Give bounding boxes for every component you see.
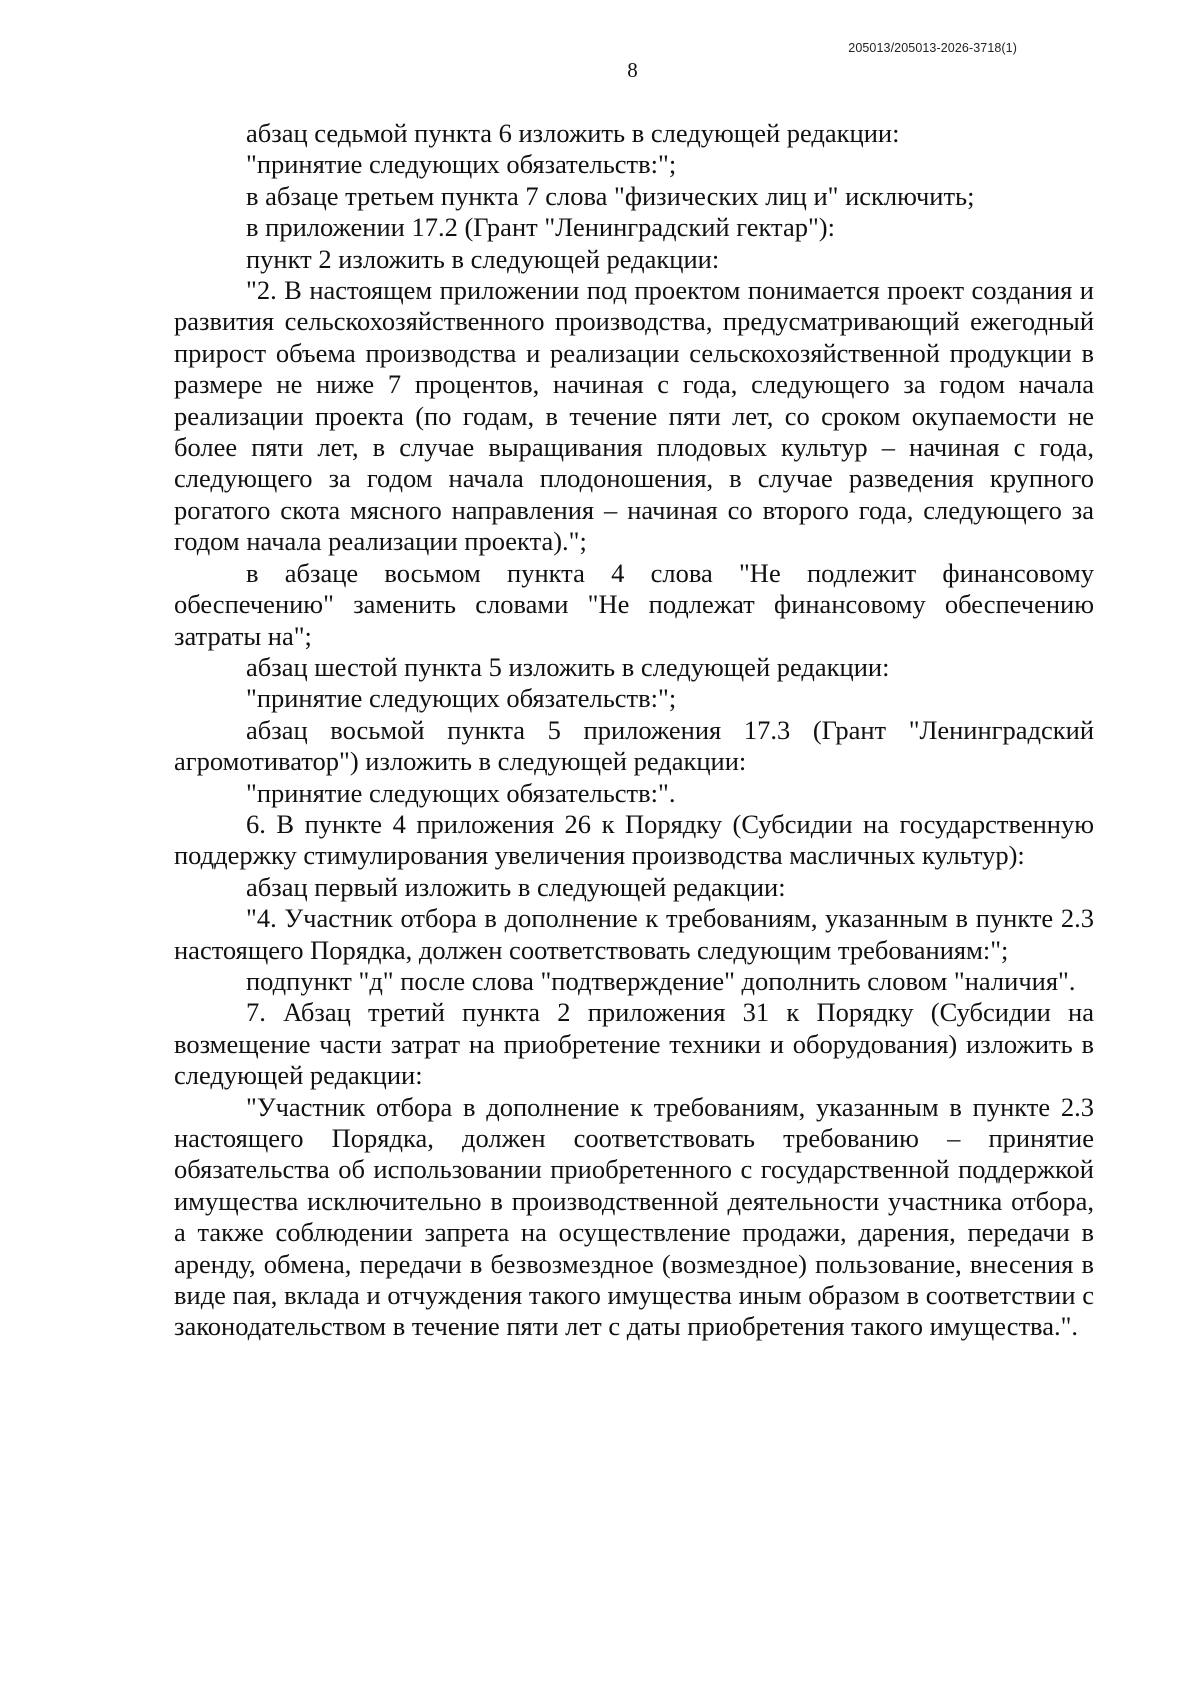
paragraph: "принятие следующих обязательств:"; <box>246 149 677 180</box>
paragraph: "Участник отбора в дополнение к требованиям, указанным в пункте 2.3 настоящего Порядка, должен соответствовать требованию – принятие обязательства об использовании приобретенного с государственной поддержкой имущества исключительно в производственной деятельности участника отбора, а также соблюдении запрета на осуществление продажи, дарения, передачи в аренду, обмена, передачи в безвозмездное (возмездное) пользование, внесения в виде пая, вклада и отчуждения такого имущества иным образом в соответствии с законодательством в течение пяти лет с даты приобретения такого имущества.". <box>174 1091 1094 1342</box>
paragraph: абзац восьмой пункта 5 приложения 17.3 (Грант "Ленинградский агромотиватор") изложить в следующей редакции: <box>174 714 1094 777</box>
paragraph: в абзаце восьмом пункта 4 слова "Не подлежит финансовому обеспечению" заменить словами "Не подлежат финансовому обеспечению затраты на"; <box>174 557 1094 651</box>
paragraph: 6. В пункте 4 приложения 26 к Порядку (Субсидии на государственную поддержку стимулирования увеличения производства масличных культур): <box>174 808 1094 871</box>
document-body <box>174 118 1094 1343</box>
paragraph: "принятие следующих обязательств:". <box>246 777 676 808</box>
paragraph: "2. В настоящем приложении под проектом понимается проект создания и развития сельскохозяйственного производства, предусматривающий ежегодный прирост объема производства и реализации сельскохозяйственной продукции в размере не ниже 7 процентов, начиная с года, следующего за годом начала реализации проекта (по годам, в течение пяти лет, со сроком окупаемости не более пяти лет, в случае выращивания плодовых культур – начиная с года, следующего за годом начала плодоношения, в случае разведения крупного рогатого скота мясного направления – начиная со второго года, следующего за годом начала реализации проекта)."; <box>174 275 1094 557</box>
paragraph: в приложении 17.2 (Грант "Ленинградский гектар"): <box>246 212 835 243</box>
paragraph: 7. Абзац третий пункта 2 приложения 31 к Порядку (Субсидии на возмещение части затрат на приобретение техники и оборудования) изложить в следующей редакции: <box>174 997 1094 1091</box>
paragraph: "4. Участник отбора в дополнение к требованиям, указанным в пункте 2.3 настоящего Порядка, должен соответствовать следующим требованиям:"; <box>174 903 1094 965</box>
paragraph: абзац шестой пункта 5 изложить в следующей редакции: <box>246 651 890 682</box>
paragraph: абзац седьмой пункта 6 изложить в следующей редакции: <box>246 118 900 148</box>
paragraph: абзац первый изложить в следующей редакции: <box>246 871 786 902</box>
paragraph: подпункт "д" после слова "подтверждение" дополнить словом "наличия". <box>246 965 1076 996</box>
document-id: 205013/205013-2026-3718(1) <box>848 41 1017 55</box>
paragraph: пункт 2 изложить в следующей редакции: <box>246 243 720 274</box>
paragraph: в абзаце третьем пункта 7 слова "физических лиц и" исключить; <box>246 180 975 211</box>
page-number: 8 <box>627 58 638 82</box>
paragraph: "принятие следующих обязательств:"; <box>246 683 677 714</box>
